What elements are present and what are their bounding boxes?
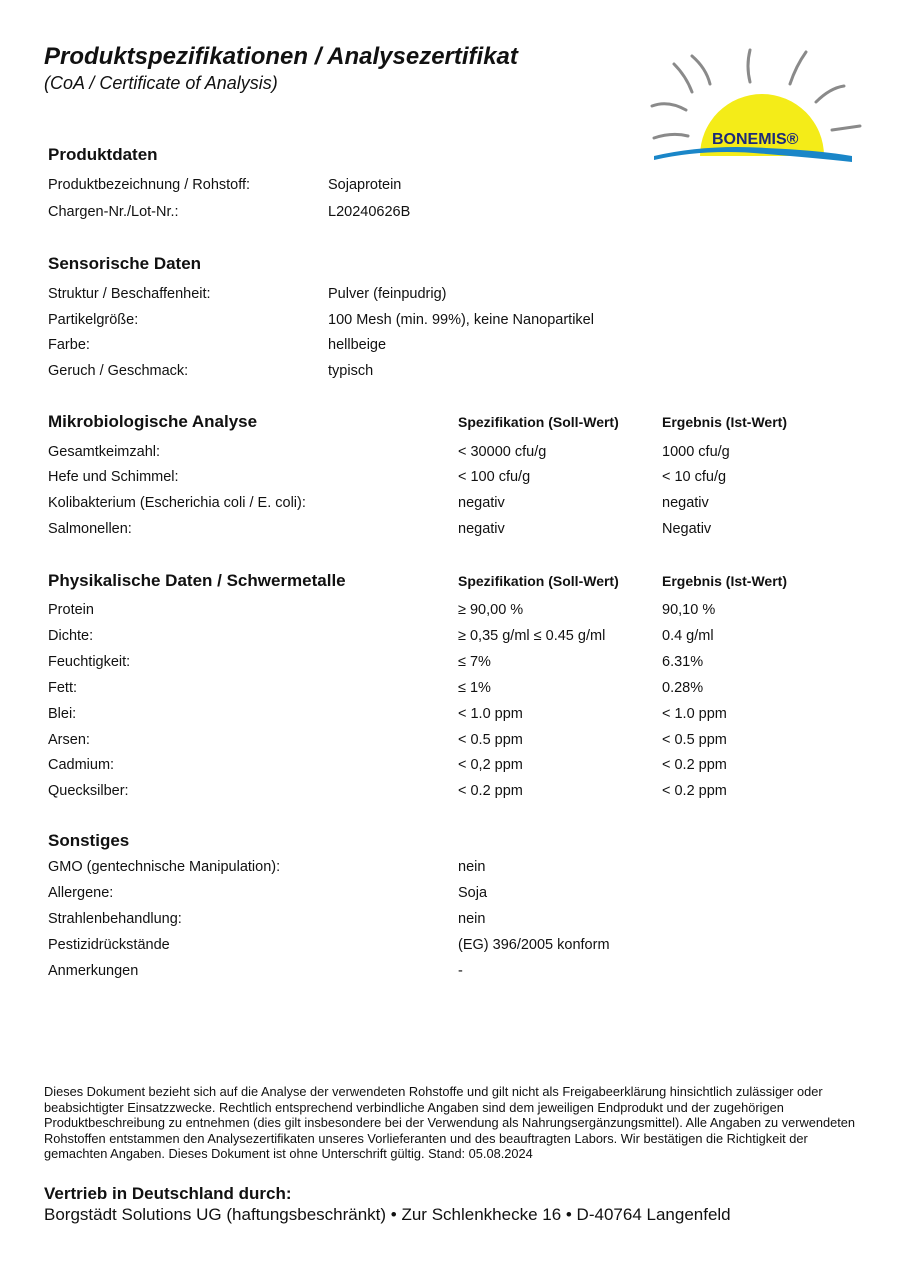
row-value: Pulver (feinpudrig) xyxy=(328,286,447,302)
row-spec: negativ xyxy=(458,521,505,537)
row-value: nein xyxy=(458,911,486,927)
row-value: - xyxy=(458,963,463,979)
row-spec: < 30000 cfu/g xyxy=(458,444,547,460)
row-label: Arsen: xyxy=(48,732,90,748)
row-value: typisch xyxy=(328,363,374,379)
row-result: 0.4 g/ml xyxy=(662,628,714,644)
document-title: Produktspezifikationen / Analysezertifikat xyxy=(44,43,518,70)
row-result: negativ xyxy=(662,495,709,511)
table-row xyxy=(0,783,906,809)
row-spec: < 0.5 ppm xyxy=(458,732,523,748)
result-column-header: Ergebnis (Ist-Wert) xyxy=(662,573,787,589)
row-label: Chargen-Nr./Lot-Nr.: xyxy=(48,204,179,220)
table-row xyxy=(0,337,906,363)
table-row xyxy=(0,706,906,732)
table-row xyxy=(0,204,906,230)
row-label: Dichte: xyxy=(48,628,94,644)
section-heading: Produktdaten xyxy=(48,145,158,164)
row-label: Cadmium: xyxy=(48,757,115,773)
table-row xyxy=(0,444,906,470)
row-label: Salmonellen: xyxy=(48,521,132,537)
bonemis-logo xyxy=(646,44,864,166)
row-spec: < 0.2 ppm xyxy=(458,783,523,799)
table-row xyxy=(0,177,906,203)
row-value: 100 Mesh (min. 99%), keine Nanopartikel xyxy=(328,312,594,328)
distributor-address: Borgstädt Solutions UG (haftungsbeschränkt) • Zur Schlenkhecke 16 • D-40764 Langenfeld xyxy=(44,1205,731,1224)
row-label: Farbe: xyxy=(48,337,90,353)
table-row xyxy=(0,859,906,885)
row-spec: negativ xyxy=(458,495,505,511)
row-label: Partikelgröße: xyxy=(48,312,139,328)
row-spec: ≥ 90,00 % xyxy=(458,602,524,618)
row-spec: ≥ 0,35 g/ml ≤ 0.45 g/ml xyxy=(458,628,606,644)
section-heading: Sonstiges xyxy=(48,831,130,850)
row-label: Feuchtigkeit: xyxy=(48,654,131,670)
row-result: 90,10 % xyxy=(662,602,716,618)
row-value: L20240626B xyxy=(328,204,411,220)
logo-brand-text: BONEMIS® xyxy=(712,131,799,148)
row-result: 6.31% xyxy=(662,654,704,670)
row-result: 0.28% xyxy=(662,680,704,696)
row-value: Soja xyxy=(458,885,488,901)
row-value: nein xyxy=(458,859,486,875)
table-row xyxy=(0,937,906,963)
document-subtitle: (CoA / Certificate of Analysis) xyxy=(44,73,278,93)
table-row xyxy=(0,911,906,937)
distributor-heading: Vertrieb in Deutschland durch: xyxy=(44,1184,292,1203)
row-result: 1000 cfu/g xyxy=(662,444,730,460)
table-row xyxy=(0,885,906,911)
row-label: Blei: xyxy=(48,706,77,722)
row-label: GMO (gentechnische Manipulation): xyxy=(48,859,281,875)
row-result: < 0.2 ppm xyxy=(662,757,727,773)
section-heading: Physikalische Daten / Schwermetalle xyxy=(48,571,346,590)
sun-logo-graphic xyxy=(646,44,864,166)
row-spec: < 0,2 ppm xyxy=(458,757,523,773)
spec-column-header: Spezifikation (Soll-Wert) xyxy=(458,414,619,430)
row-spec: ≤ 1% xyxy=(458,680,491,696)
row-label: Anmerkungen xyxy=(48,963,139,979)
row-result: Negativ xyxy=(662,521,712,537)
row-value: (EG) 396/2005 konform xyxy=(458,937,610,953)
table-row xyxy=(0,757,906,783)
row-spec: < 1.0 ppm xyxy=(458,706,523,722)
table-row xyxy=(0,363,906,389)
row-label: Fett: xyxy=(48,680,78,696)
row-result: < 1.0 ppm xyxy=(662,706,727,722)
row-label: Geruch / Geschmack: xyxy=(48,363,189,379)
table-row xyxy=(0,963,906,989)
table-row xyxy=(0,312,906,338)
row-result: < 0.2 ppm xyxy=(662,783,727,799)
table-row xyxy=(0,628,906,654)
table-row xyxy=(0,469,906,495)
row-label: Strahlenbehandlung: xyxy=(48,911,182,927)
row-label: Gesamtkeimzahl: xyxy=(48,444,161,460)
disclaimer-text: Dieses Dokument bezieht sich auf die Analyse der verwendeten Rohstoffe und gilt nicht als Freigabeerklärung hinsichtlich zulässiger oder beabsichtigter Einsatzzwecke. Rechtlich entsprechend verbindliche Angaben sind dem jeweiligen Endprodukt und der zugehörigen Produktbeschreibung zu entnehmen (dies gilt insbesondere bei der Verwendung als Nahrungsergänzungsmittel). Alle Angaben zu verwendeten Rohstoffen entstammen den Analysezertifikaten unseres Vorlieferanten und des beauftragten Labors. Wir bestätigen die Richtigkeit der gemachten Angaben. Dieses Dokument ist ohne Unterschrift gültig. Stand: 05.08.2024 xyxy=(44,1084,855,1162)
row-label: Hefe und Schimmel: xyxy=(48,469,179,485)
spec-column-header: Spezifikation (Soll-Wert) xyxy=(458,573,619,589)
section-heading: Mikrobiologische Analyse xyxy=(48,412,258,431)
table-row xyxy=(0,654,906,680)
row-spec: < 100 cfu/g xyxy=(458,469,531,485)
row-value: Sojaprotein xyxy=(328,177,402,193)
row-spec: ≤ 7% xyxy=(458,654,491,670)
table-row xyxy=(0,495,906,521)
row-label: Produktbezeichnung / Rohstoff: xyxy=(48,177,251,193)
table-row xyxy=(0,602,906,628)
row-result: < 0.5 ppm xyxy=(662,732,727,748)
row-label: Struktur / Beschaffenheit: xyxy=(48,286,211,302)
table-row xyxy=(0,680,906,706)
row-label: Protein xyxy=(48,602,94,618)
row-value: hellbeige xyxy=(328,337,387,353)
section-heading: Sensorische Daten xyxy=(48,254,202,273)
row-label: Allergene: xyxy=(48,885,114,901)
row-label: Pestizidrückstände xyxy=(48,937,170,953)
result-column-header: Ergebnis (Ist-Wert) xyxy=(662,414,787,430)
row-result: < 10 cfu/g xyxy=(662,469,727,485)
table-row xyxy=(0,521,906,547)
row-label: Kolibakterium (Escherichia coli / E. coli): xyxy=(48,495,306,511)
table-row xyxy=(0,286,906,312)
row-label: Quecksilber: xyxy=(48,783,129,799)
table-row xyxy=(0,732,906,758)
